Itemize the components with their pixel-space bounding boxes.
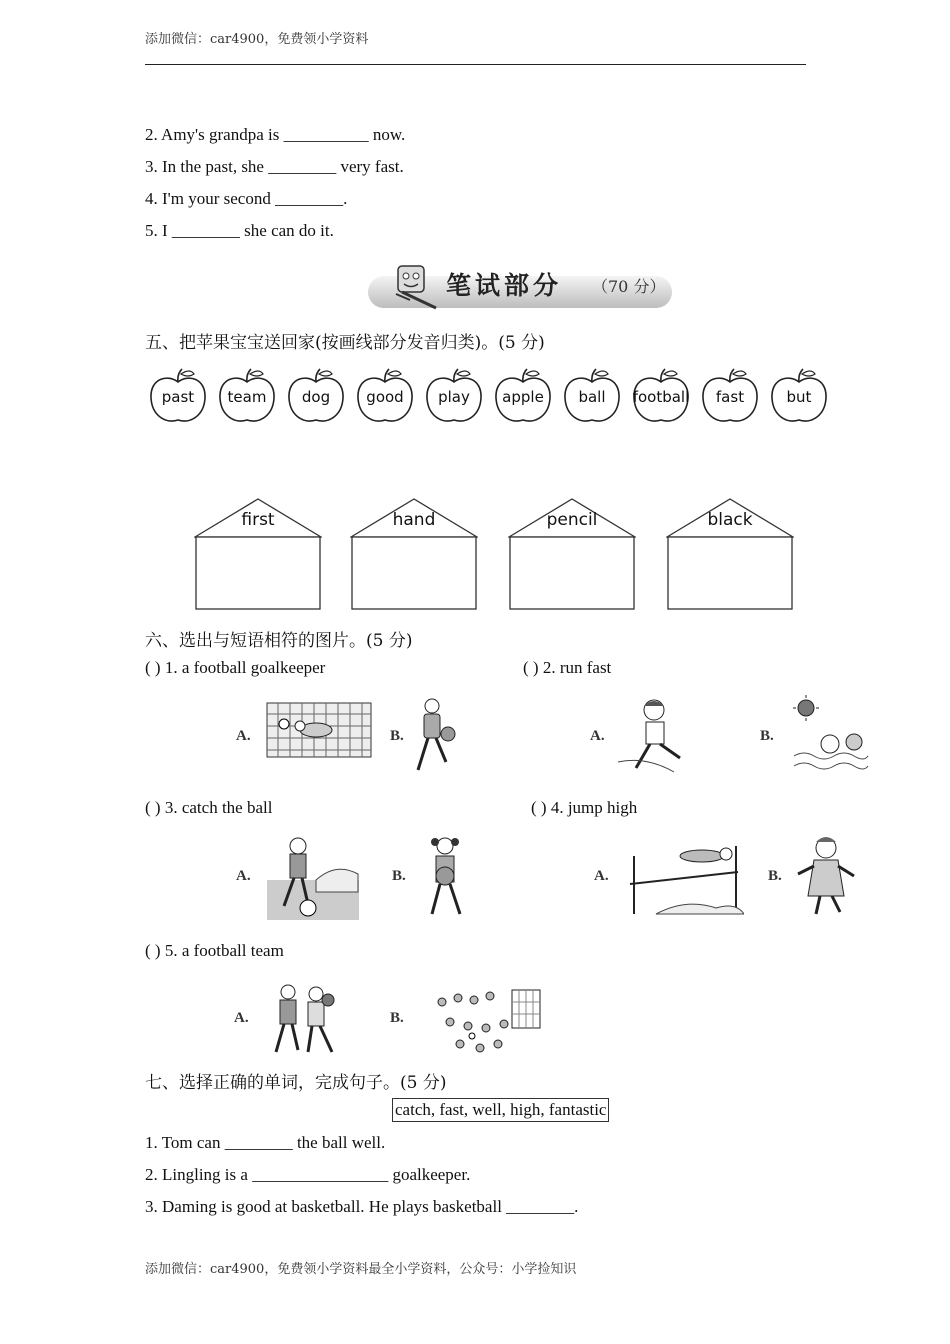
exercise-line: 4. I'm your second ________. xyxy=(145,189,348,208)
apple-card xyxy=(424,366,484,426)
house-word: first xyxy=(241,510,275,530)
page-footer: 添加微信：car4900，免费领小学资料最全小学资料，公众号：小学捡知识 xyxy=(145,1262,577,1277)
answer-paren: ( ) xyxy=(145,658,161,677)
house-word: pencil xyxy=(546,510,598,530)
question-text: 3. catch the ball xyxy=(164,798,273,817)
exercise-line: 5. I ________ she can do it. xyxy=(145,221,334,240)
apple-card xyxy=(493,366,553,426)
question-item xyxy=(523,658,611,678)
house-box xyxy=(508,498,636,610)
written-section-banner xyxy=(366,256,674,310)
girl-with-ball-picture xyxy=(420,834,470,918)
header-divider xyxy=(145,64,806,65)
apple-word: past xyxy=(161,388,195,406)
apple-word: football xyxy=(632,388,690,406)
question-item xyxy=(145,798,272,818)
answer-paren: ( ) xyxy=(145,941,161,960)
high-jump-picture xyxy=(626,838,744,918)
goalkeeper-picture xyxy=(266,702,372,758)
exercise-line: 3. In the past, she ________ very fast. xyxy=(145,157,404,176)
apple-word: good xyxy=(366,388,404,406)
basketball-player-picture xyxy=(408,696,462,776)
exercise-line: 1. Tom can ________ the ball well. xyxy=(145,1133,386,1152)
apple-card xyxy=(769,366,829,426)
apple-card xyxy=(562,366,622,426)
answer-paren: ( ) xyxy=(145,798,161,817)
answer-paren: ( ) xyxy=(523,658,539,677)
question-text: 5. a football team xyxy=(164,941,284,960)
word-bank: catch, fast, well, high, fantastic xyxy=(392,1098,609,1122)
apple-card xyxy=(355,366,415,426)
football-team-picture xyxy=(428,978,542,1060)
option-b-label: B. xyxy=(760,728,774,744)
exercise-line: 2. Amy's grandpa is __________ now. xyxy=(145,125,406,144)
exercise-line: 2. Lingling is a ________________ goalkeeper. xyxy=(145,1165,471,1184)
exercise-line: 3. Daming is good at basketball. He plays basketball ________. xyxy=(145,1197,579,1216)
two-players-picture xyxy=(268,980,340,1056)
option-b-label: B. xyxy=(392,868,406,884)
banner-title: 笔试部分 xyxy=(446,271,563,300)
section-6-title: 六、选出与短语相符的图片。(5 分) xyxy=(145,631,413,651)
section-7-title: 七、选择正确的单词，完成句子。(5 分) xyxy=(145,1073,447,1093)
question-item xyxy=(145,658,325,678)
question-text: 2. run fast xyxy=(542,658,612,677)
question-text: 1. a football goalkeeper xyxy=(164,658,326,677)
football-kick-picture xyxy=(266,832,360,922)
apple-word: dog xyxy=(301,388,331,406)
option-a-label: A. xyxy=(236,868,251,884)
house-word: hand xyxy=(392,510,436,530)
apple-word: but xyxy=(786,388,812,406)
option-a-label: A. xyxy=(234,1010,249,1026)
apple-word: play xyxy=(438,388,470,406)
option-b-label: B. xyxy=(390,728,404,744)
option-b-label: B. xyxy=(768,868,782,884)
answer-paren: ( ) xyxy=(531,798,547,817)
apple-card xyxy=(217,366,277,426)
apple-card xyxy=(148,366,208,426)
question-item xyxy=(531,798,637,818)
option-b-label: B. xyxy=(390,1010,404,1026)
apple-card xyxy=(700,366,760,426)
apple-word: fast xyxy=(715,388,745,406)
question-item xyxy=(145,941,284,961)
house-word: black xyxy=(707,510,753,530)
house-box xyxy=(666,498,794,610)
apple-word: team xyxy=(227,388,267,406)
apple-card xyxy=(631,366,691,426)
option-a-label: A. xyxy=(594,868,609,884)
banner-score: （70 分） xyxy=(592,277,666,296)
happy-girl-picture xyxy=(796,834,858,918)
apple-word: ball xyxy=(578,388,606,406)
house-box xyxy=(350,498,478,610)
section-5-title: 五、把苹果宝宝送回家(按画线部分发音归类)。(5 分) xyxy=(145,333,545,353)
house-box xyxy=(194,498,322,610)
swimming-boy-picture xyxy=(788,694,870,778)
apple-card xyxy=(286,366,346,426)
running-girl-picture xyxy=(616,696,692,778)
option-a-label: A. xyxy=(590,728,605,744)
question-text: 4. jump high xyxy=(550,798,638,817)
option-a-label: A. xyxy=(236,728,251,744)
apple-word: apple xyxy=(502,388,544,406)
page-header: 添加微信：car4900，免费领小学资料 xyxy=(145,32,369,47)
